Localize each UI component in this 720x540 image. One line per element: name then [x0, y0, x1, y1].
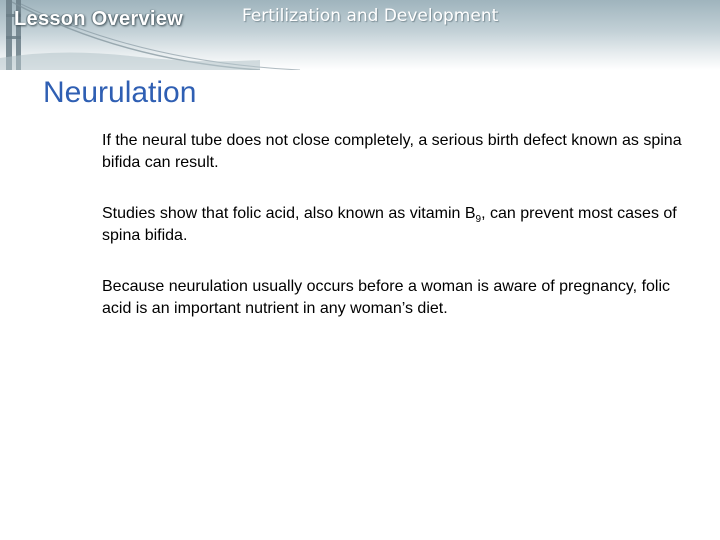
paragraph-nutrient: Because neurulation usually occurs before a woman is aware of pregnancy, folic acid is an important nutrient in any woman’s diet. [102, 278, 671, 317]
slide-body [102, 130, 692, 349]
paragraph-spina-bifida: If the neural tube does not close completely, a serious birth defect known as spina bifida can result. [102, 132, 682, 171]
lesson-overview-label: Lesson Overview [14, 8, 184, 30]
slide-title: Neurulation [43, 76, 197, 109]
paragraph-text: , can prevent most cases of spina bifida. [102, 205, 677, 244]
header-banner [0, 0, 720, 70]
topic-title: Fertilization and Development [242, 6, 499, 26]
vitamin-subscript: 9 [475, 214, 482, 226]
paragraph-folic-acid [102, 203, 692, 247]
paragraph-text: Studies show that folic acid, also known as vitamin B [102, 205, 476, 222]
